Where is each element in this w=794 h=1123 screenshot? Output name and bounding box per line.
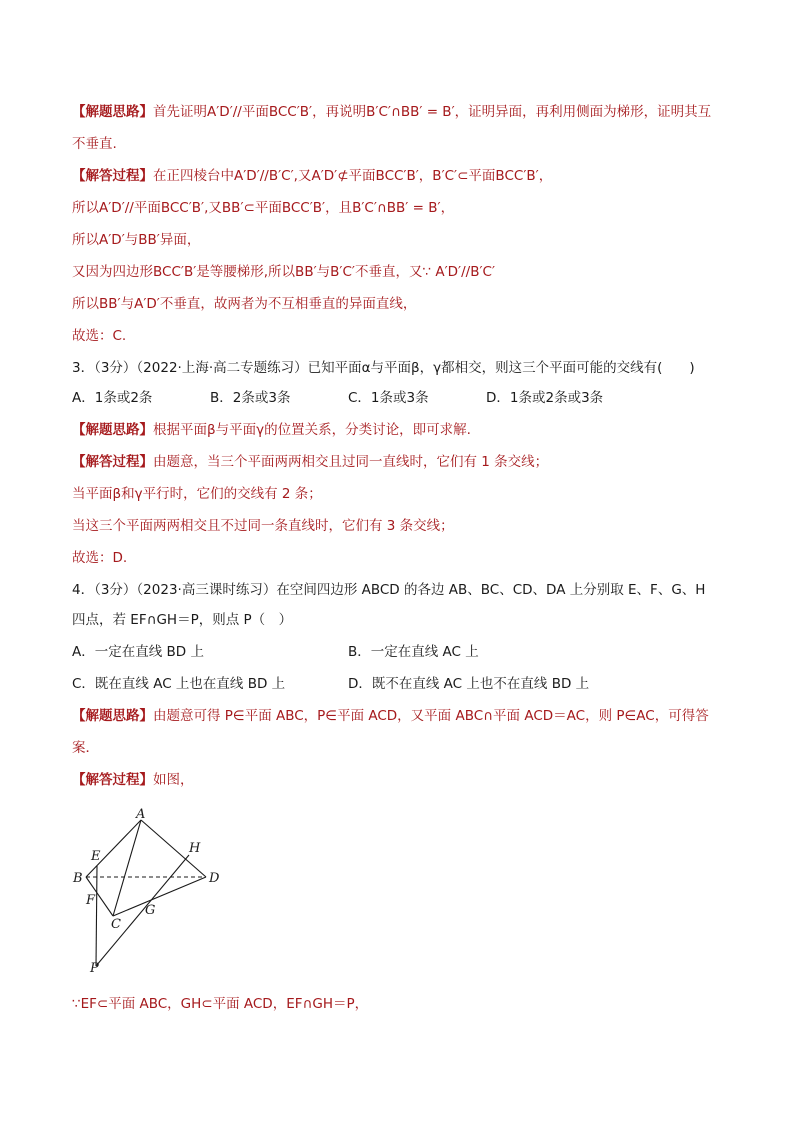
q4-option-d: D．既不在直线 AC 上也不在直线 BD 上	[348, 676, 590, 692]
tetrahedron-figure	[70, 800, 240, 985]
q2-process-l4: 又因为四边形BCC′B′是等腰梯形,所以BB′与B′C′不垂直，又∵ A′D′//B′C′	[72, 264, 496, 280]
q3-idea-line	[72, 420, 471, 440]
q2-idea-tag: 【解题思路】	[72, 104, 153, 120]
q2-process-l5: 所以BB′与A′D′不垂直，故两者为不互相垂直的异面直线，	[72, 296, 417, 312]
q4-process-text: 如图，	[153, 772, 194, 788]
q2-idea-text-2: 不垂直.	[72, 136, 117, 152]
q3-option-a: A．1条或2条	[72, 390, 153, 406]
q4-option-c: C．既在直线 AC 上也在直线 BD 上	[72, 676, 286, 692]
q4-process-line	[72, 770, 194, 790]
q3-option-b: B．2条或3条	[210, 390, 291, 406]
q2-process-l2: 所以A′D′//平面BCC′B′,又BB′⊂平面BCC′B′，且B′C′∩BB′ = B′，	[72, 200, 455, 216]
q2-idea-line	[72, 102, 711, 122]
q4-process-tag: 【解答过程】	[72, 772, 153, 788]
q3-option-d: D．1条或2条或3条	[486, 390, 604, 406]
line-hp	[96, 855, 189, 966]
label-b: B	[73, 871, 83, 886]
q4-idea-line	[72, 706, 709, 726]
q3-process-tag: 【解答过程】	[72, 454, 153, 470]
q3-idea-tag: 【解题思路】	[72, 422, 153, 438]
q4-option-a: A．一定在直线 BD 上	[72, 644, 204, 660]
label-f: F	[86, 893, 96, 908]
q2-process-l3: 所以A′D′与BB′异面，	[72, 232, 201, 248]
q3-process-l1: 由题意，当三个平面两两相交且过同一直线时，它们有 1 条交线；	[153, 454, 549, 470]
q2-process-l1: 在正四棱台中A′D′//B′C′,又A′D′⊄平面BCC′B′，B′C′⊂平面BCC′B′，	[153, 168, 553, 184]
q3-process-l2: 当平面β和γ平行时，它们的交线有 2 条；	[72, 486, 322, 502]
q3-idea-text: 根据平面β与平面γ的位置关系，分类讨论，即可求解.	[153, 422, 471, 438]
q2-process-line	[72, 166, 552, 186]
label-h: H	[189, 841, 201, 856]
label-a: A	[136, 807, 146, 822]
label-e: E	[91, 849, 101, 864]
q4-idea-text: 由题意可得 P∈平面 ABC，P∈平面 ACD，又平面 ABC∩平面 ACD＝AC，则 P∈AC，可得答	[153, 708, 709, 724]
q2-answer: 故选：C.	[72, 328, 127, 344]
q4-stem-l1: 4．（3分）（2023·高三课时练习）在空间四边形 ABCD 的各边 AB、BC、CD、DA 上分别取 E、F、G、H	[72, 582, 706, 598]
q3-stem: 3．（3分）（2022·上海·高二专题练习）已知平面α与平面β，γ都相交，则这三个平面可能的交线有( )	[72, 360, 695, 376]
q4-idea-tag: 【解题思路】	[72, 708, 153, 724]
q2-process-tag: 【解答过程】	[72, 168, 153, 184]
q4-option-b: B．一定在直线 AC 上	[348, 644, 479, 660]
q4-last-line: ∵EF⊂平面 ABC，GH⊂平面 ACD，EF∩GH＝P，	[72, 996, 369, 1012]
q3-process-l3: 当这三个平面两两相交且不过同一条直线时，它们有 3 条交线；	[72, 518, 454, 534]
q4-stem-l2: 四点，若 EF∩GH＝P，则点 P（ ）	[72, 612, 293, 628]
q3-process-line	[72, 452, 548, 472]
q2-idea-text: 首先证明A′D′//平面BCC′B′，再说明B′C′∩BB′ = B′，证明异面，再利用侧面为梯形，证明其互	[153, 104, 712, 120]
edge-cd	[113, 877, 206, 916]
label-d: D	[209, 871, 220, 886]
q3-option-c: C．1条或3条	[348, 390, 429, 406]
label-c: C	[111, 917, 121, 932]
label-p: P	[90, 961, 99, 976]
label-g: G	[145, 903, 156, 918]
line-ep	[96, 866, 97, 966]
q4-idea-text-2: 案．	[72, 740, 99, 756]
q3-answer: 故选：D.	[72, 550, 128, 566]
